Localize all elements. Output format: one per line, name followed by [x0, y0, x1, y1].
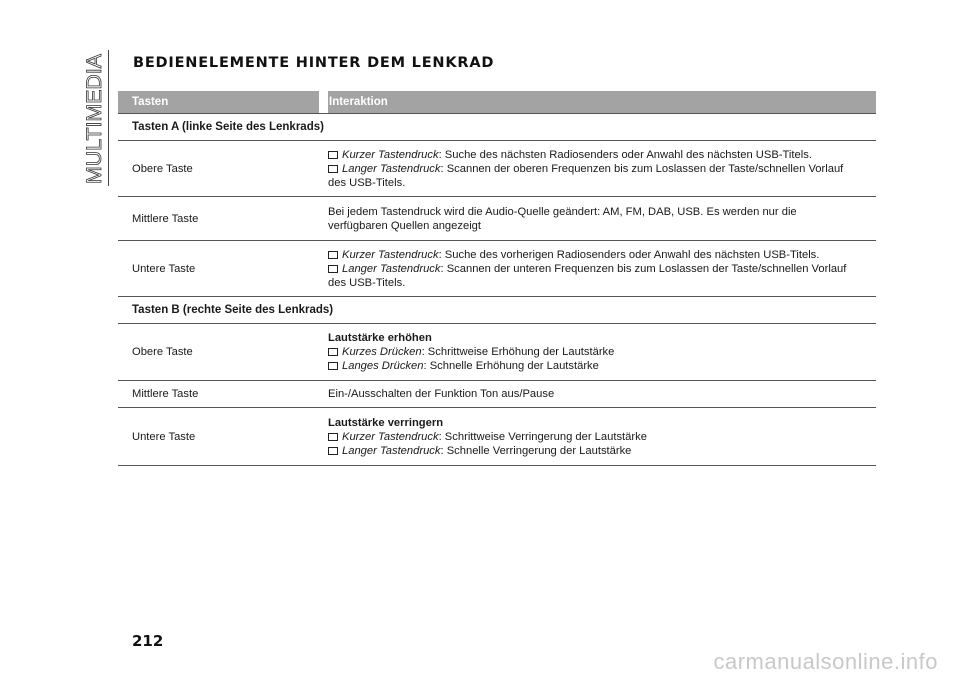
row-value [328, 387, 876, 401]
row-text-line: Ein-/Ausschalten der Funktion Ton aus/Pause [328, 388, 555, 400]
row-key: Obere Taste [132, 162, 193, 175]
section-title-a: Tasten A (linke Seite des Lenkrads) [118, 114, 876, 141]
checkbox-bullet-icon [328, 362, 338, 370]
section-title-b: Tasten B (rechte Seite des Lenkrads) [118, 297, 876, 324]
bullet-emphasis: Kurzer Tastendruck [342, 248, 439, 261]
watermark: carmanualsonline.info [713, 649, 938, 674]
row-text-line: Bei jedem Tastendruck wird die Audio-Quelle geändert: AM, FM, DAB, USB. Es werden nur die [328, 205, 797, 218]
side-vertical-rule [108, 50, 109, 186]
bullet-text: : Schnelle Erhöhung der Lautstärke [423, 360, 599, 372]
list-item [328, 444, 876, 458]
checkbox-bullet-icon [328, 265, 338, 273]
row-value [328, 205, 876, 233]
row-key: Untere Taste [132, 262, 196, 275]
row-value [328, 248, 876, 290]
list-item [328, 148, 876, 162]
bullet-text: : Suche des vorherigen Radiosenders oder Anwahl des nächsten USB-Titels. [438, 248, 820, 261]
bullet-text: : Schrittweise Erhöhung der Lautstärke [421, 346, 615, 358]
table-row [118, 381, 876, 408]
controls-table [118, 91, 876, 466]
row-value [328, 148, 876, 190]
checkbox-bullet-icon [328, 251, 338, 259]
bullet-text: : Suche des nächsten Radiosenders oder Anwahl des nächsten USB-Titels. [438, 148, 812, 161]
table-row [118, 197, 876, 241]
checkbox-bullet-icon [328, 433, 338, 441]
header-tasten: Tasten [118, 91, 319, 113]
row-value [328, 416, 876, 458]
checkbox-bullet-icon [328, 447, 338, 455]
list-item [328, 162, 876, 176]
bullet-text: : Schrittweise Verringerung der Lautstärke [438, 430, 647, 443]
list-item [328, 359, 876, 373]
bullet-emphasis: Langer Tastendruck [342, 444, 441, 457]
list-item [328, 345, 876, 359]
bullet-emphasis: Langer Tastendruck [342, 262, 441, 275]
row-heading: Lautstärke erhöhen [328, 332, 432, 344]
table-header [118, 91, 876, 113]
header-interaktion: Interaktion [328, 91, 876, 113]
bullet-text: : Schnelle Verringerung der Lautstärke [440, 444, 632, 457]
row-key: Mittlere Taste [132, 212, 199, 225]
page-title: BEDIENELEMENTE HINTER DEM LENKRAD [133, 55, 495, 71]
list-item [328, 248, 876, 262]
row-text-line: verfügbaren Quellen angezeigt [328, 219, 482, 232]
row-value [328, 331, 876, 373]
row-heading: Lautstärke verringern [328, 416, 444, 429]
bullet-emphasis: Langes Drücken [342, 360, 424, 372]
section-side-label-text: MULTIMEDIA [83, 56, 106, 184]
bullet-continuation: des USB-Titels. [328, 276, 406, 289]
checkbox-bullet-icon [328, 348, 338, 356]
bullet-emphasis: Langer Tastendruck [342, 162, 441, 175]
table-row [118, 408, 876, 466]
section-side-label [84, 52, 104, 184]
page-number: 212 [132, 632, 164, 650]
bullet-text: : Scannen der unteren Frequenzen bis zum Loslassen der Taste/schnellen Vorlauf [440, 262, 847, 275]
bullet-emphasis: Kurzer Tastendruck [342, 148, 439, 161]
checkbox-bullet-icon [328, 151, 338, 159]
row-key: Obere Taste [132, 346, 193, 358]
bullet-continuation: des USB-Titels. [328, 176, 406, 189]
row-key: Mittlere Taste [132, 388, 199, 400]
bullet-text: : Scannen der oberen Frequenzen bis zum Loslassen der Taste/schnellen Vorlauf [440, 162, 844, 175]
bullet-emphasis: Kurzes Drücken [342, 346, 422, 358]
checkbox-bullet-icon [328, 165, 338, 173]
list-item [328, 430, 876, 444]
table-row [118, 241, 876, 297]
bullet-emphasis: Kurzer Tastendruck [342, 430, 439, 443]
table-row [118, 141, 876, 197]
row-key: Untere Taste [132, 430, 196, 443]
list-item [328, 262, 876, 276]
table-row [118, 324, 876, 381]
